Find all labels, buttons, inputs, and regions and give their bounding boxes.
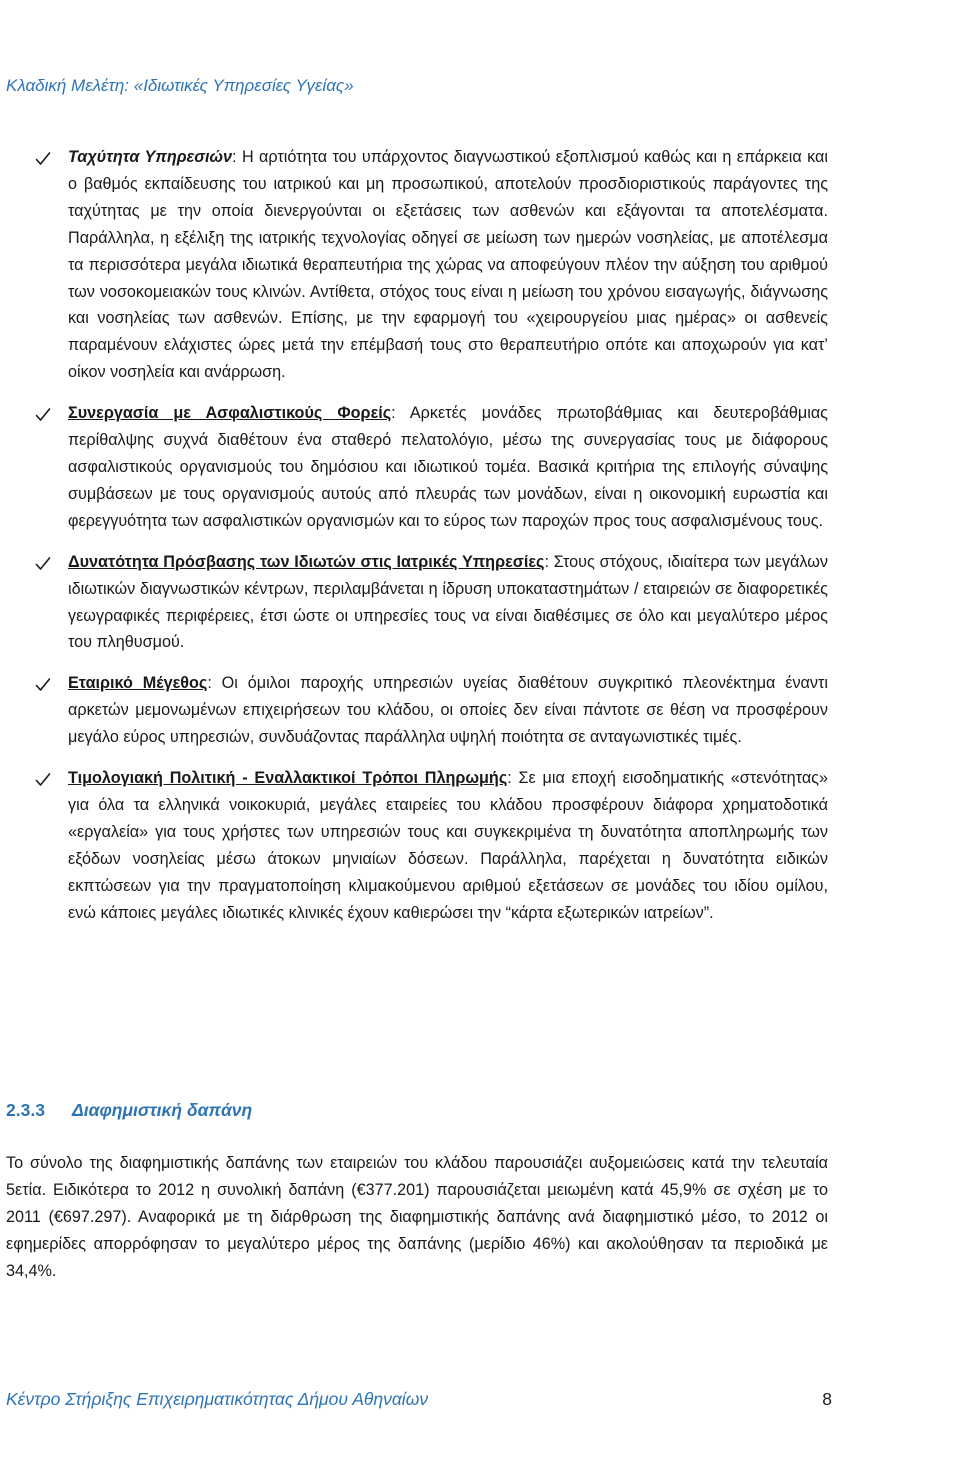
document-header: [6, 76, 354, 96]
page-number: 8: [822, 1389, 832, 1409]
bullet-title: Τιμολογιακή Πολιτική - Εναλλακτικοί Τρόποι Πληρωμής: [68, 769, 508, 788]
checkmark-icon: [35, 151, 51, 167]
section-heading: [6, 1100, 252, 1121]
bullet-text: [68, 400, 828, 535]
document-footer: [6, 1389, 832, 1410]
bullet-item-size: [0, 670, 960, 751]
bullet-list: [0, 144, 960, 940]
bullet-item-speed: [0, 144, 960, 386]
bullet-item-pricing: [0, 765, 960, 926]
checkmark-icon: [35, 556, 51, 572]
bullet-title: Ταχύτητα Υπηρεσιών: [68, 148, 233, 166]
bullet-text: [68, 670, 828, 751]
checkmark-icon: [35, 772, 51, 788]
bullet-text: [68, 765, 828, 926]
bullet-title: Συνεργασία με Ασφαλιστικούς Φορείς: [68, 404, 392, 423]
bullet-separator: :: [207, 674, 212, 693]
section-title: Διαφημιστική δαπάνη: [72, 1100, 253, 1120]
bullet-separator: :: [391, 404, 396, 423]
bullet-body: Η αρτιότητα του υπάρχοντος διαγνωστικού εξοπλισμού καθώς και η επάρκεια και ο βαθμός εκπαίδευσης του ιατρικού και μη προσωπικού, αποτελούν προσδιοριστικούς παράγοντες της ταχύτητας με την οποία διενεργούνται οι εξετάσεις των ασθενών και εξάγονται τα αποτελέσματα. Παράλληλα, η εξέλιξη της ιατρικής τεχνολογίας οδηγεί σε μείωση των ημερών νοσηλείας, με αποτέλεσμα τα περισσότερα μεγάλα ιδιωτικά θεραπευτήρια της χώρας να αποφεύγουν πλέον την αύξηση του αριθμού των νοσοκομειακών τους κλινών. Αντίθετα, στόχος τους είναι η μείωση του χρόνου εισαγωγής, διάγνωσης και νοσηλείας των ασθενών. Επίσης, με την εφαρμογή του «χειρουργείου μιας ημέρας» οι ασθενείς παραμένουν ελάχιστες ώρες μετά την επέμβασή τους στο θεραπευτήριο οπότε και αποχωρούν για κατ’ οίκον νοσηλεία και ανάρρωση.: [68, 148, 828, 382]
bullet-item-access: [0, 549, 960, 657]
bullet-body: Οι όμιλοι παροχής υπηρεσιών υγείας διαθέτουν συγκριτικό πλεονέκτημα έναντι αρκετών μεμονωμένων επιχειρήσεων του κλάδου, οι οποίες δεν είναι πάντοτε σε θέση να προσφέρουν μεγάλο εύρος υπηρεσιών, συνδυάζοντας παράλληλα υψηλή ποιότητα σε ανταγωνιστικές τιμές.: [68, 674, 829, 747]
header-title: Κλαδική Μελέτη: «Ιδιωτικές Υπηρεσίες Υγείας»: [6, 76, 354, 95]
bullet-separator: :: [544, 552, 549, 571]
section-paragraph: Το σύνολο της διαφημιστικής δαπάνης των εταιρειών του κλάδου παρουσιάζει αυξομειώσεις κατά την τελευταία 5ετία. Ειδικότερα το 2012 η συνολική δαπάνη (€377.201) παρουσιάζεται μειωμένη κατά 45,9% σε σχέση με το 2011 (€697.297). Αναφορικά με τη διάρθρωση της διαφημιστικής δαπάνης ανά διαφημιστικό μέσο, το 2012 οι εφημερίδες απορρόφησαν το μεγαλύτερο μέρος της δαπάνης (μερίδιο 46%) και ακολούθησαν τα περιοδικά με 34,4%.: [6, 1154, 828, 1280]
bullet-text: [68, 144, 828, 386]
footer-organization: Κέντρο Στήριξης Επιχειρηματικότητας Δήμου Αθηναίων: [6, 1389, 429, 1409]
section-number: 2.3.3: [6, 1100, 45, 1120]
bullet-title: Εταιρικό Μέγεθος: [68, 674, 208, 693]
bullet-item-insurance: [0, 400, 960, 535]
bullet-body: Σε μια εποχή εισοδηματικής «στενότητας» για όλα τα ελληνικά νοικοκυριά, μεγάλες εταιρείες του κλάδου προσφέρουν διάφορα χρηματοδοτικά «εργαλεία» για τους χρήστες των υπηρεσιών τους και συγκεκριμένα τη δυνατότητα αποπληρωμής των εξόδων νοσηλείας μέσω άτοκων μηνιαίων δόσεων. Παράλληλα, παρέχεται η δυνατότητα ειδικών εκπτώσεων για την πραγματοποίηση κλιμακούμενου αριθμού εξετάσεων σε μονάδες του ιδίου ομίλου, ενώ κάποιες μεγάλες ιδιωτικές κλινικές έχουν καθιερώσει την “κάρτα εξωτερικών ιατρείων”.: [68, 769, 828, 922]
checkmark-icon: [35, 407, 51, 423]
bullet-separator: :: [507, 769, 512, 788]
bullet-separator: :: [232, 148, 237, 166]
bullet-text: [68, 549, 828, 657]
bullet-title: Δυνατότητα Πρόσβασης των Ιδιωτών στις Ιατρικές Υπηρεσίες: [68, 552, 545, 571]
bullet-body: Αρκετές μονάδες πρωτοβάθμιας και δευτεροβάθμιας περίθαλψης συχνά διαθέτουν ένα σταθερό πελατολόγιο, μέσω της συνεργασίας τους με διάφορους ασφαλιστικούς οργανισμούς του δημόσιου και ιδιωτικού τομέα. Βασικά κριτήρια της επιλογής σύναψης συμβάσεων με τους οργανισμούς αυτούς από πλευράς των μονάδων, είναι η οικονομική ευρωστία και φερεγγυότητα των ασφαλιστικών οργανισμών και το εύρος των παροχών προς τους ασφαλισμένους τους.: [68, 404, 828, 530]
bullet-body: Στους στόχους, ιδιαίτερα των μεγάλων ιδιωτικών διαγνωστικών κέντρων, περιλαμβάνεται η ίδρυση υποκαταστημάτων / εταιρειών σε διαφορετικές γεωγραφικές περιφέρειες, έτσι ώστε οι υπηρεσίες τους να είναι διαθέσιμες σε όλο και μεγαλύτερο μέρος του πληθυσμού.: [68, 552, 828, 652]
checkmark-icon: [35, 677, 51, 693]
